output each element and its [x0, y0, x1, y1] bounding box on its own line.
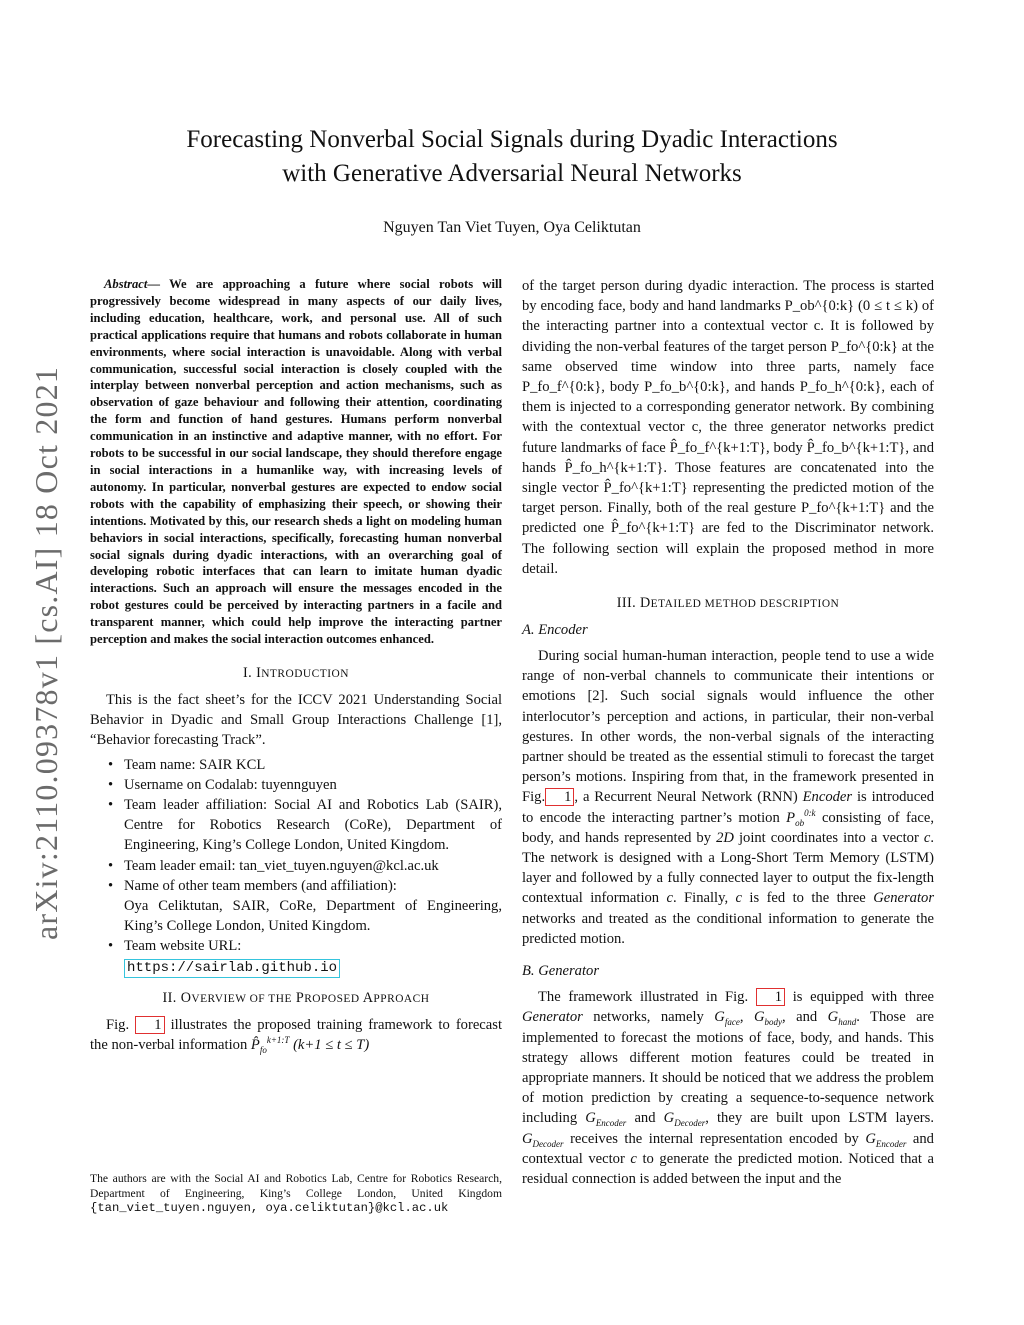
- figure-1-link[interactable]: 1: [756, 988, 785, 1006]
- math-p-hat-fo: $P̂_{fo}^{k+1:T}$: [250, 1034, 290, 1055]
- generator-paragraph: The framework illustrated in Fig. 1 is equipped with three Generator networks, namely $G_{face}$, $G_{body}$, and $G_{hand}$. Those are implemented to forecast the motions of face, body, and hands. This strategy allows different motion features could be treated in appropriate manners. It should be noticed that we address the problem of motion prediction by creating a sequence-to-sequence network including $G_{Encoder}$ and $G_{Decoder}$, they are built upon LSTM layers. $G_{Decoder}$ receives the internal representation encoded by $G_{Encoder}$ and contextual vector c to generate the predicted motion. Noticed that a residual connection is added between the input and the: [522, 989, 935, 1187]
- section-heading-method: III. DETAILED METHOD DESCRIPTION: [616, 595, 840, 612]
- list-item-email: • Team leader email: tan_viet_tuyen.nguyen@kcl.ac.uk: [124, 856, 502, 876]
- left-column: [90, 276, 502, 1055]
- list-item-website: [124, 936, 502, 977]
- footnote: [90, 1172, 502, 1216]
- figure-1-link[interactable]: 1: [135, 1016, 164, 1034]
- paper-title: [120, 123, 904, 191]
- overview-paragraph: Fig. 1 illustrates the proposed training framework to forecast the non-verbal information $P̂_{fo}^{k+1:T}$ (k+1 ≤ t ≤ T): [90, 1016, 502, 1055]
- intro-paragraph: This is the fact sheet’s for the ICCV 2021 Understanding Social Behavior in Dyadic and Small Group Interactions Challenge [1], “Behavior forecasting Track”.: [90, 691, 502, 749]
- subsection-heading-encoder: A. Encoder: [522, 622, 588, 639]
- subsection-heading-generator: B. Generator: [522, 963, 600, 980]
- list-item-team-name: • Team name: SAIR KCL: [124, 755, 502, 775]
- figure-1-link[interactable]: 1: [545, 788, 574, 806]
- list-item-members: [124, 876, 502, 937]
- footnote-text: The authors are with the Social AI and Robotics Lab, Centre for Robotics Research, Department of Engineering, King’s College London, United Kingdom: [90, 1172, 502, 1200]
- arxiv-identifier: arXiv:2110.09378v1 [cs.AI] 18 Oct 2021: [28, 365, 64, 940]
- title-line-1: Forecasting Nonverbal Social Signals during Dyadic Interactions: [186, 126, 838, 153]
- right-column: [522, 276, 934, 1189]
- section-heading-introduction: I. INTRODUCTION: [243, 664, 349, 681]
- encoder-paragraph: During social human-human interaction, people tend to use a wide range of non-verbal channels to communicate their intentions or emotions [2]. Such social signals would influence the other interlocutor’s perception and actions, in particular, their non-verbal gestures. In other words, the non-verbal signals of the interacting partner should be treated as the essential stimuli to forecast the target person’s motions. Inspiring from that, in the framework presented in Fig. 1 , a Recurrent Neural Network (RNN) Encoder is introduced to encode the interacting partner’s motion $P_{ob}^{0:k}$ consisting of face, body, and hands represented by 2D joint coordinates into a vector c. The network is designed with a Long-Short Term Memory (LSTM) layer and followed by a fully connected layer to output the fix-length contextual information c. Finally, c is fed to the three Generator networks and treated as the conditional information to generate the predicted motion.: [522, 648, 935, 947]
- list-item-username: • Username on Codalab: tuyennguyen: [124, 775, 502, 795]
- abstract: [90, 276, 502, 648]
- abstract-text: We are approaching a future where social robots will progressively become widespread in many aspects of our daily lives, including education, healthcare, work, and personal use. All of such practical applications require that humans and robots collaborate in human environments, where social interaction is unavoidable. Along with verbal communication, successful social interaction is closely coupled with the interplay between nonverbal perception and action mechanisms, such as observation of gaze behaviour and following their attention, coordinating the form and function of hand gestures. Humans perform nonverbal communication in an instinctive and adaptive manner, with no effort. For robots to be successful in our social landscape, they should therefore engage in social interactions in a humanlike way, with increasing levels of autonomy. In particular, nonverbal gestures are expected to endow social robots with the capability of emphasizing their speech, or showing their intentions. Motivated by this, our research sheds a light on modeling human behaviors in social interactions, specifically, forecasting human nonverbal social signals during dyadic interactions, with an overarching goal of developing robotic interfaces that can learn to imitate human dyadic interactions. Such an approach will ensure the messages encoded in the robot gestures could be perceived by interacting partners in a facile and transparent manner, which could help improve the interacting partner perception and makes the social interaction outcomes enhanced.: [90, 277, 502, 647]
- abstract-dash: —: [147, 277, 160, 291]
- abstract-label: Abstract: [104, 277, 148, 291]
- list-item-affiliation: • Team leader affiliation: Social AI and Robotics Lab (SAIR), Centre for Robotics Research (CoRe), Department of Engineering, King’s College London, United Kingdom.: [124, 795, 502, 856]
- footnote-emails: {tan_viet_tuyen.nguyen, oya.celiktutan}@kcl.ac.uk: [90, 1201, 449, 1216]
- author-list: Nguyen Tan Viet Tuyen, Oya Celiktutan: [383, 219, 641, 236]
- members-label: Name of other team members (and affiliation):: [124, 877, 397, 894]
- team-info-list: [90, 755, 502, 978]
- website-link[interactable]: https://sairlab.github.io: [124, 959, 340, 978]
- members-text: Oya Celiktutan, SAIR, CoRe, Department of Engineering, King’s College London, United Kingdom.: [124, 897, 502, 935]
- overview-continued-paragraph: of the target person during dyadic interaction. The process is started by encoding face, body and hand landmarks P_ob^{0:k} (0 ≤ t ≤ k) of the interacting partner into a contextual vector c. It is followed by dividing the non-verbal features of the target person P_fo^{0:k} at the same observed time window into three parts, namely face P_fo_f^{0:k}, body P_fo_b^{0:k}, and hands P_fo_h^{0:k}, each of them is injected to a corresponding generator network. By combining with the contextual vector c, the three generator networks predict future landmarks of face P̂_fo_f^{k+1:T}, body P̂_fo_b^{k+1:T}, and hands P̂_fo_h^{k+1:T}. Those features are concatenated into the single vector P̂_fo^{k+1:T} representing the predicted motion of the target person. Finally, both of the real gesture P_fo^{k+1:T} and the predicted one P̂_fo^{k+1:T} are fed to the Discriminator network. The following section will explain the proposed method in more detail.: [522, 278, 934, 577]
- website-label: Team website URL:: [124, 938, 242, 955]
- title-line-2: with Generative Adversarial Neural Networks: [282, 160, 742, 187]
- section-heading-overview: II. OVERVIEW OF THE PROPOSED APPROACH: [162, 989, 430, 1006]
